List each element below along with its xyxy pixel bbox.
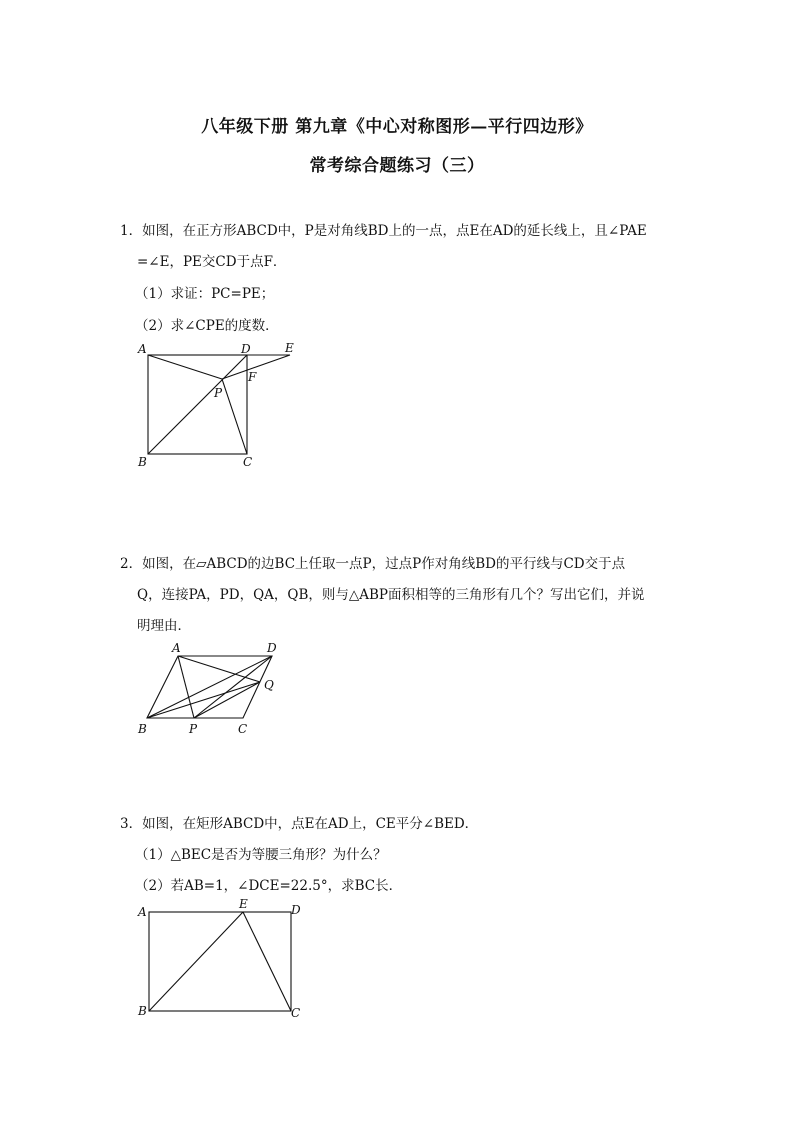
q2-label-d: D	[267, 641, 277, 655]
page-subtitle: 常考综合题练习（三）	[309, 156, 485, 176]
q1-figure	[130, 338, 310, 470]
q2-segment-qa	[178, 656, 260, 682]
q1-label-d: D	[241, 342, 251, 356]
q1-part1: （1）求证：PC=PE；	[135, 286, 275, 302]
q2-label-b: B	[138, 722, 147, 736]
q2-label-p: P	[189, 722, 198, 736]
q3-part2: （2）若AB=1，∠DCE=22.5°，求BC长．	[135, 878, 403, 894]
q2-label-c: C	[238, 722, 248, 736]
q2-stem-line2: Q，连接PA，PD，QA，QB，则与△ABP面积相等的三角形有几个？写出它们，并说	[137, 587, 645, 603]
q2-figure	[130, 638, 290, 738]
q1-diagonal-bd	[148, 355, 247, 454]
q2-stem-line3: 明理由．	[137, 618, 191, 634]
q1-label-b: B	[138, 455, 147, 469]
q3-part1: （1）△BEC是否为等腰三角形？为什么？	[135, 847, 387, 863]
q2-label-q: Q	[264, 678, 274, 692]
q2-stem-line1: 2．如图，在▱ABCD的边BC上任取一点P，过点P作对角线BD的平行线与CD交于点	[120, 556, 626, 572]
q1-segment-pc	[222, 379, 247, 454]
q3-label-b: B	[138, 1004, 147, 1018]
page-title: 八年级下册 第九章《中心对称图形—平行四边形》	[201, 117, 593, 137]
q2-diagonal-bd	[147, 656, 272, 718]
q3-label-e: E	[239, 897, 248, 911]
q2-segment-pa	[178, 656, 194, 718]
q1-stem-line1: 1．如图，在正方形ABCD中，P是对角线BD上的一点，点E在AD的延长线上，且∠PAE	[120, 223, 647, 239]
q3-label-d: D	[291, 903, 301, 917]
q1-label-c: C	[243, 455, 253, 469]
q3-segment-be	[149, 912, 243, 1011]
q1-label-e: E	[285, 341, 294, 355]
q1-stem-line2: =∠E，PE交CD于点F．	[137, 254, 287, 270]
q1-label-f: F	[248, 370, 257, 384]
q3-rectangle	[149, 912, 291, 1011]
q3-stem-line1: 3．如图，在矩形ABCD中，点E在AD上，CE平分∠BED．	[120, 816, 479, 832]
q3-label-c: C	[291, 1006, 301, 1020]
q2-label-a: A	[172, 641, 181, 655]
q1-segment-ap	[148, 355, 222, 379]
q1-label-p: P	[214, 386, 223, 400]
q1-label-a: A	[138, 342, 147, 356]
q3-label-a: A	[138, 905, 147, 919]
q3-figure	[130, 895, 320, 1025]
q1-part2: （2）求∠CPE的度数．	[135, 318, 279, 334]
q3-segment-ec	[243, 912, 291, 1011]
